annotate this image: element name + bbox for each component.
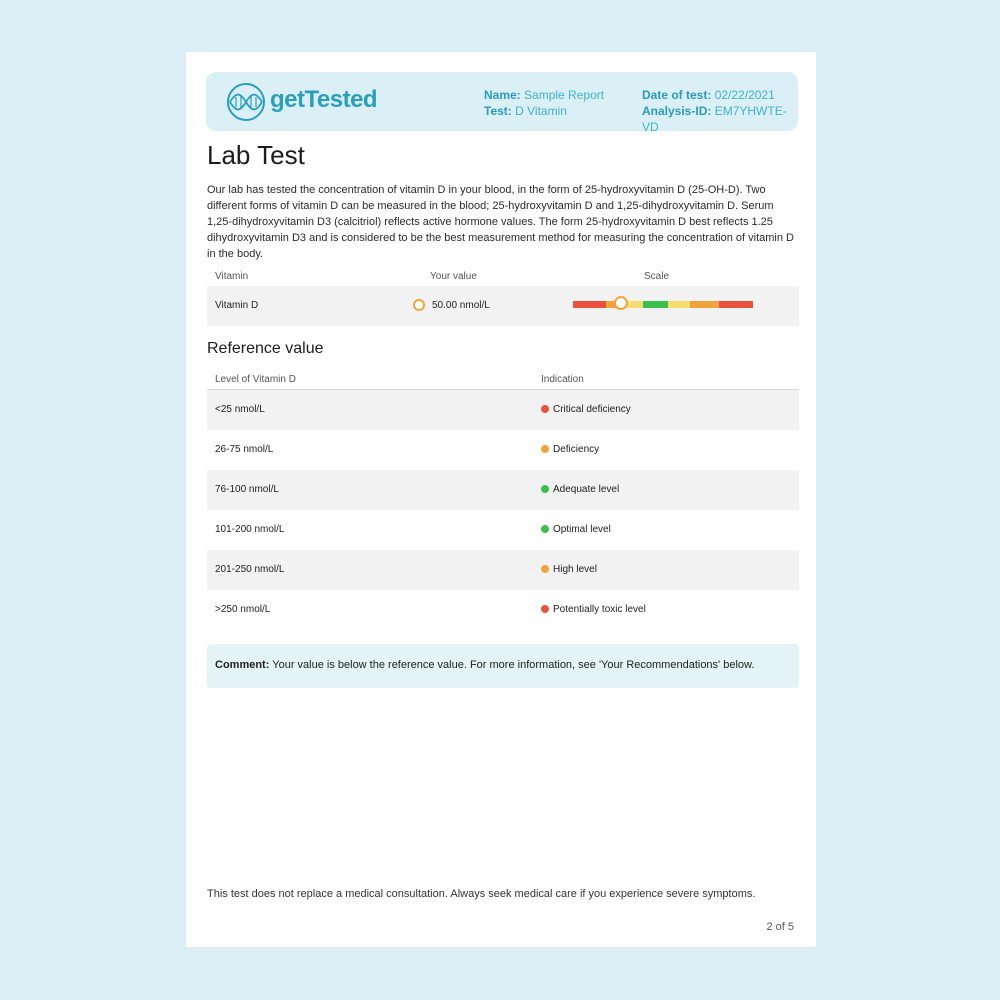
report-page: [186, 52, 816, 947]
indication-label: Adequate level: [553, 484, 620, 495]
reference-row: [207, 470, 799, 510]
level-value: <25 nmol/L: [215, 404, 265, 415]
level-value: 76-100 nmol/L: [215, 484, 279, 495]
scale-segment: [690, 301, 719, 308]
scale-marker-icon: [614, 296, 628, 310]
date-value: 02/22/2021: [714, 88, 775, 102]
indication-label: Optimal level: [553, 524, 611, 535]
page-title: Lab Test: [207, 140, 305, 170]
scale-segment: [573, 301, 606, 308]
vitamin-value: 50.00 nmol/L: [432, 300, 490, 311]
indication-dot-icon: [541, 405, 549, 413]
reference-heading: Reference value: [207, 340, 324, 357]
intro-paragraph: Our lab has tested the concentration of vitamin D in your blood, in the form of 25-hydroxyvitamin D (25-OH-D). Two different forms of vitamin D can be measured in the blood; 25-hydroxyvitamin D and 1,25-dihydroxyvitamin D. Serum 1,25-dihydroxyvitamin D3 (calcitriol) reflects active hormone values. The form 25-hydroxyvitamin D best reflects 1.25 dihydroxyvitamin D3 and is considered to be the best measurement method for measuring the concentration of vitamin D in the body.: [207, 184, 794, 260]
indication-dot-icon: [541, 445, 549, 453]
indication-label: Deficiency: [553, 444, 600, 455]
value-table-row: [207, 286, 799, 326]
reference-row: [207, 590, 799, 630]
scale-segment: [643, 301, 668, 308]
level-value: 101-200 nmol/L: [215, 524, 285, 535]
indication-dot-icon: [541, 565, 549, 573]
level-value: >250 nmol/L: [215, 604, 271, 615]
comment-box: [207, 644, 799, 688]
test-value: D Vitamin: [515, 104, 567, 118]
reference-row: [207, 390, 799, 430]
analysis-label: Analysis-ID:: [642, 104, 712, 118]
date-label: Date of test:: [642, 88, 712, 102]
dna-logo-icon: [226, 82, 266, 122]
col-level: Level of Vitamin D: [215, 374, 296, 385]
value-table-header: [207, 269, 799, 287]
value-indicator-icon: [413, 299, 425, 311]
analysis-value: EM7YHWTE-VD: [642, 104, 787, 134]
test-info: [642, 87, 798, 135]
vitamin-name: Vitamin D: [215, 300, 259, 311]
name-value: Sample Report: [524, 88, 605, 102]
indication-dot-icon: [541, 605, 549, 613]
patient-info: [484, 87, 604, 119]
reference-row: [207, 550, 799, 590]
reference-table-header: [207, 372, 799, 390]
indication-label: High level: [553, 564, 597, 575]
col-scale: Scale: [644, 271, 670, 282]
disclaimer: This test does not replace a medical consultation. Always seek medical care if you experience severe symptoms.: [207, 888, 756, 900]
comment-label: Comment:: [215, 659, 270, 671]
col-your-value: Your value: [430, 271, 477, 282]
indication-dot-icon: [541, 525, 549, 533]
reference-row: [207, 430, 799, 470]
comment-text: Your value is below the reference value. For more information, see 'Your Recommendations' below.: [272, 659, 755, 671]
brand-name: getTested: [270, 86, 378, 113]
page-number: 2 of 5: [766, 921, 794, 933]
indication-label: Critical deficiency: [553, 404, 631, 415]
reference-row: [207, 510, 799, 550]
test-label: Test:: [484, 104, 512, 118]
scale-segment: [719, 301, 753, 308]
indication-label: Potentially toxic level: [553, 604, 646, 615]
name-label: Name:: [484, 88, 521, 102]
scale-bar: [573, 301, 769, 308]
report-header: [206, 72, 798, 134]
level-value: 26-75 nmol/L: [215, 444, 274, 455]
col-vitamin: Vitamin: [215, 271, 249, 282]
scale-segment: [668, 301, 690, 308]
indication-dot-icon: [541, 485, 549, 493]
col-indication: Indication: [541, 374, 584, 385]
level-value: 201-250 nmol/L: [215, 564, 285, 575]
